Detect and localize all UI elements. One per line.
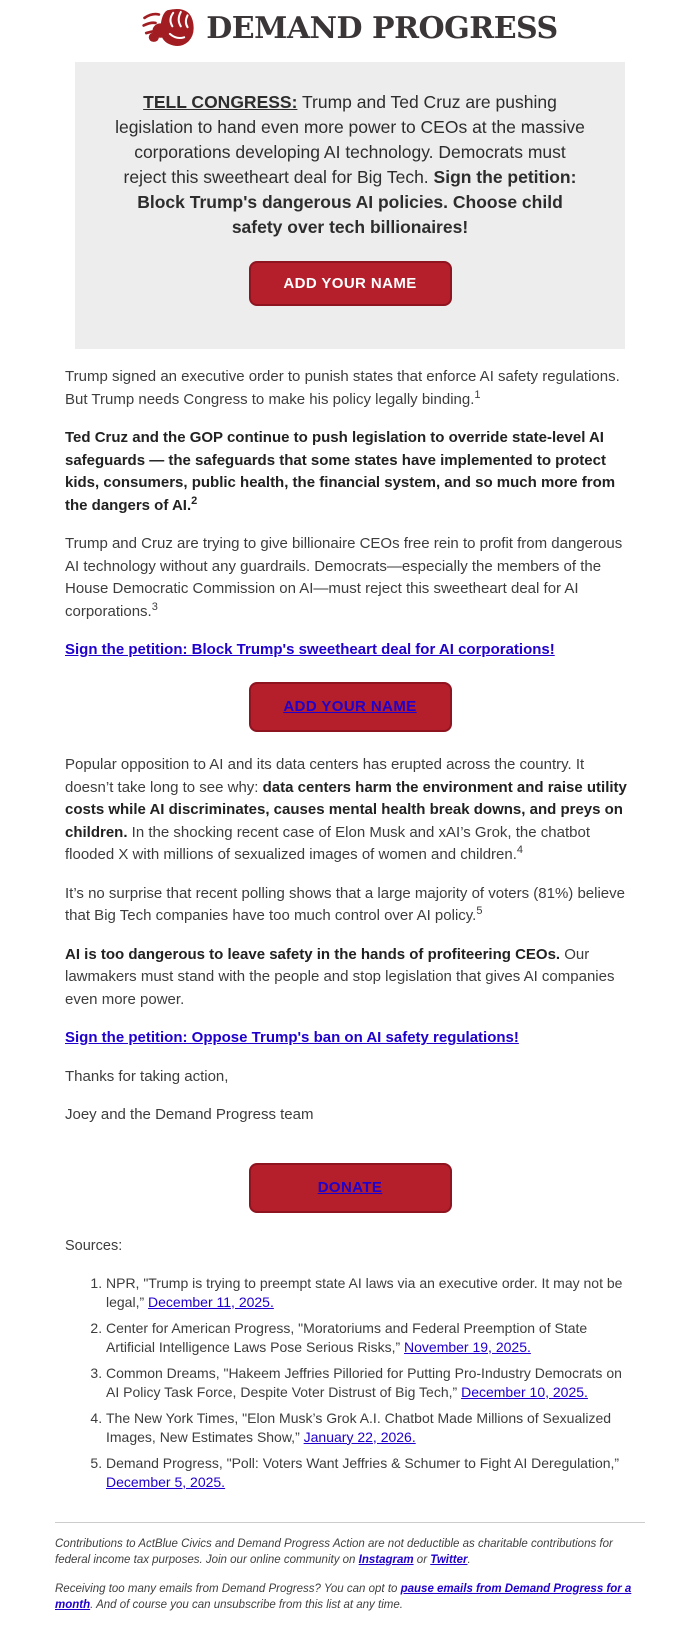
demand-progress-logo[interactable] <box>0 0 700 52</box>
tell-congress-label: TELL CONGRESS: <box>143 92 298 112</box>
instagram-link[interactable]: Instagram <box>358 1553 414 1566</box>
petition-link-2-line <box>65 1027 635 1050</box>
add-your-name-button-2[interactable]: ADD YOUR NAME <box>249 682 452 733</box>
footnote-2-marker: 2 <box>191 494 198 507</box>
source-item-5: 5. Demand Progress, "Poll: Voters Want Jeffries & Schumer to Fight AI Deregulation,” December 5, 2025. <box>106 1454 635 1492</box>
footer-disclaimer: Contributions to ActBlue Civics and Demand Progress Action are not deductible as charitable contributions for federal income tax purposes. Join our online community on Instagram or Twitter. <box>55 1537 613 1566</box>
donate-button[interactable]: DONATE <box>249 1163 452 1214</box>
hero-text <box>113 90 587 240</box>
paragraph-popular-opposition: Popular opposition to AI and its data centers has erupted across the country. It doesn’t take long to see why: data centers harm the environment and raise utility costs while AI discriminates, causes mental health break downs, and preys on children. In the shocking recent case of Elon Musk and xAI’s Grok, the chatbot flooded X with millions of sexualized images of women and children.$^4$ <box>65 756 627 863</box>
signoff-team: Joey and the Demand Progress team <box>65 1106 314 1123</box>
source-link-4[interactable]: January 22, 2026. <box>303 1428 416 1445</box>
paragraph-polling: It’s no surprise that recent polling shows that a large majority of voters (81%) believe that Big Tech companies have too much control over AI policy.$^5$ <box>65 884 625 924</box>
signoff-thanks: Thanks for taking action, <box>65 1067 229 1085</box>
source-item-2: 2. Center for American Progress, "Moratoriums and Federal Preemption of State Artificial Intelligence Laws Pose Serious Risks,” November 19, 2025. <box>106 1319 635 1357</box>
footer <box>55 1536 645 1640</box>
hero-body-text: Trump and Ted Cruz are pushing legislation to hand even more power to CEOs at the massive corporations developing AI technology. Democrats must reject this sweetheart deal for Big Tech. <box>115 92 585 187</box>
fist-icon <box>142 6 196 50</box>
footer-unsubscribe: Receiving too many emails from Demand Progress? You can opt to pause emails from Demand Progress for a month. And of course you can unsubscribe from this list at any time. <box>55 1582 632 1611</box>
paragraph-free-rein: Trump and Cruz are trying to give billionaire CEOs free rein to profit from dangerous AI technology without any guardrails. Democrats—especially the members of the House Democratic Commission on AI—must reject this sweetheart deal for AI corporations.$^3$ <box>65 535 623 620</box>
source-item-1: 1. NPR, "Trump is trying to preempt state AI laws via an executive order. It may not be legal,” December 11, 2025. <box>106 1274 635 1312</box>
source-link-1[interactable]: December 11, 2025. <box>148 1293 274 1310</box>
source-item-3: 3. Common Dreams, "Hakeem Jeffries Pilloried for Putting Pro-Industry Democrats on AI Policy Task Force, Despite Voter Distrust of Big Tech,” December 10, 2025. <box>106 1364 635 1402</box>
hero-bold-text: Sign the petition: Block Trump's dangerous AI policies. Choose child safety over tech billionaires! <box>137 167 577 237</box>
source-link-5[interactable]: December 5, 2025. <box>106 1473 226 1490</box>
source-link-2[interactable]: November 19, 2025. <box>404 1338 531 1355</box>
petition-link-2[interactable]: Sign the petition: Oppose Trump's ban on AI safety regulations! <box>65 1029 519 1046</box>
footnote-4-marker: 4 <box>516 844 524 856</box>
source-item-4: 4. The New York Times, "Elon Musk’s Grok A.I. Chatbot Made Millions of Sexualized Images, New Estimates Show,” January 22, 2026. <box>106 1409 635 1447</box>
footnote-5-marker: 5 <box>476 905 483 917</box>
petition-link-1-line <box>65 639 635 662</box>
paragraph-too-dangerous: AI is too dangerous to leave safety in the hands of profiteering CEOs. Our lawmakers must stand with the people and stop legislation that gives AI companies even more power. <box>65 945 615 1008</box>
paragraph-cruz-gop: Ted Cruz and the GOP continue to push legislation to override state-level AI safeguards — the safeguards that some states have implemented to protect kids, consumers, public health, the financial system, and so much more from the dangers of AI.$^2$ <box>65 429 616 514</box>
pause-emails-link[interactable]: pause emails from Demand Progress for a month <box>55 1582 632 1611</box>
footnote-1-marker: 1 <box>474 388 481 401</box>
sources-list <box>90 1274 635 1492</box>
email-body <box>65 366 635 1492</box>
twitter-link[interactable]: Twitter <box>430 1553 468 1566</box>
sources-heading: Sources: <box>65 1238 123 1254</box>
petition-link-1[interactable]: Sign the petition: Block Trump's sweetheart deal for AI corporations! <box>65 641 555 658</box>
hero-callout-box <box>75 62 625 349</box>
add-your-name-button[interactable]: ADD YOUR NAME <box>249 261 452 306</box>
source-link-3[interactable]: December 10, 2025. <box>461 1383 588 1400</box>
footnote-3-marker: 3 <box>151 600 158 613</box>
brand-wordmark: DEMAND PROGRESS <box>206 10 558 46</box>
footer-divider <box>55 1522 645 1523</box>
paragraph-executive-order: Trump signed an executive order to punish states that enforce AI safety regulations. But Trump needs Congress to make his policy legally binding.$^1$ <box>65 368 620 408</box>
